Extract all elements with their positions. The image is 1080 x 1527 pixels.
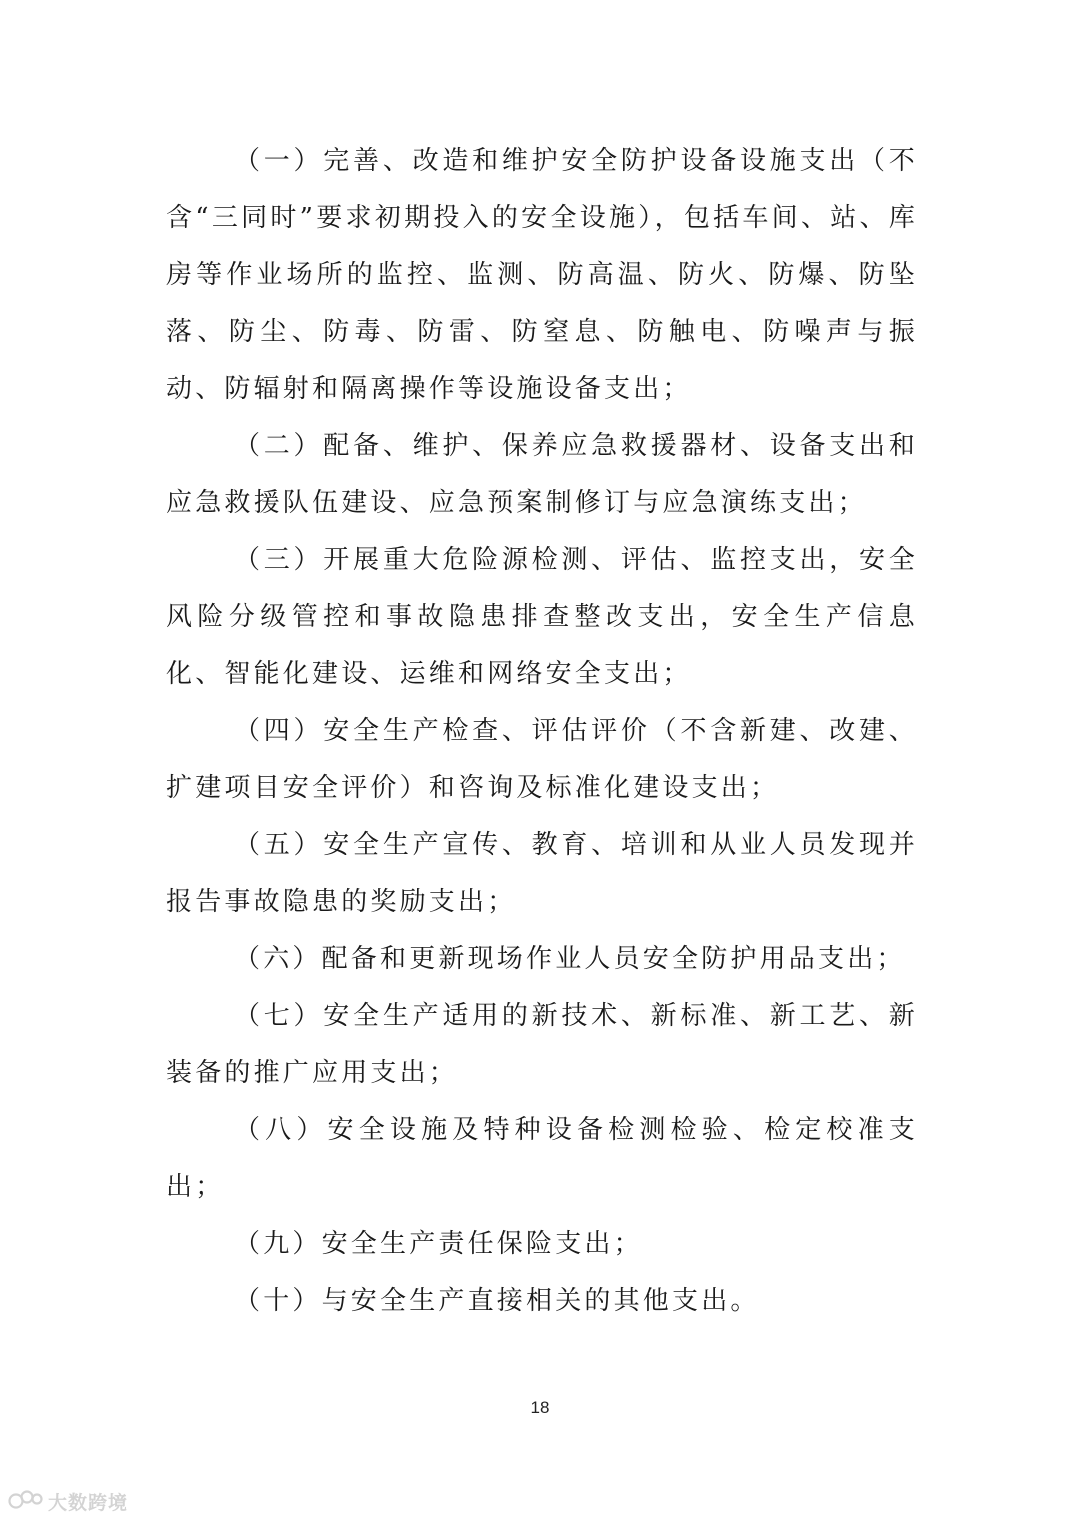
watermark-text: 大数跨境 [48, 1491, 129, 1514]
paragraph-2: （二）配备、维护、保养应急救援器材、设备支出和应急救援队伍建设、应急预案制修订与应急演练支出； [166, 431, 918, 518]
paragraph-8: （八）安全设施及特种设备检测检验、检定校准支出； [166, 1115, 918, 1202]
paragraph-1: （一）完善、改造和维护安全防护设备设施支出（不含“三同时”要求初期投入的安全设施），包括车间、站、库房等作业场所的监控、监测、防高温、防火、防爆、防坠落、防尘、防毒、防雷、防窒息、防触电、防噪声与振动、防辐射和隔离操作等设施设备支出； [166, 146, 918, 404]
page-number: 18 [530, 1398, 550, 1417]
paragraph-7: （七）安全生产适用的新技术、新标准、新工艺、新装备的推广应用支出； [166, 1001, 918, 1088]
brand-logo-icon [8, 1488, 44, 1515]
paragraph-5: （五）安全生产宣传、教育、培训和从业人员发现并报告事故隐患的奖励支出； [166, 830, 918, 917]
document-body [166, 133, 918, 1330]
paragraph-9: （九）安全生产责任保险支出； [234, 1229, 643, 1259]
paragraph-6: （六）配备和更新现场作业人员安全防护用品支出； [234, 944, 906, 974]
watermark [8, 1486, 128, 1516]
paragraph-3: （三）开展重大危险源检测、评估、监控支出，安全风险分级管控和事故隐患排查整改支出，安全生产信息化、智能化建设、运维和网络安全支出； [166, 545, 918, 689]
paragraph-10: （十）与安全生产直接相关的其他支出。 [234, 1286, 760, 1316]
paragraph-4: （四）安全生产检查、评估评价（不含新建、改建、扩建项目安全评价）和咨询及标准化建设支出； [166, 716, 918, 803]
